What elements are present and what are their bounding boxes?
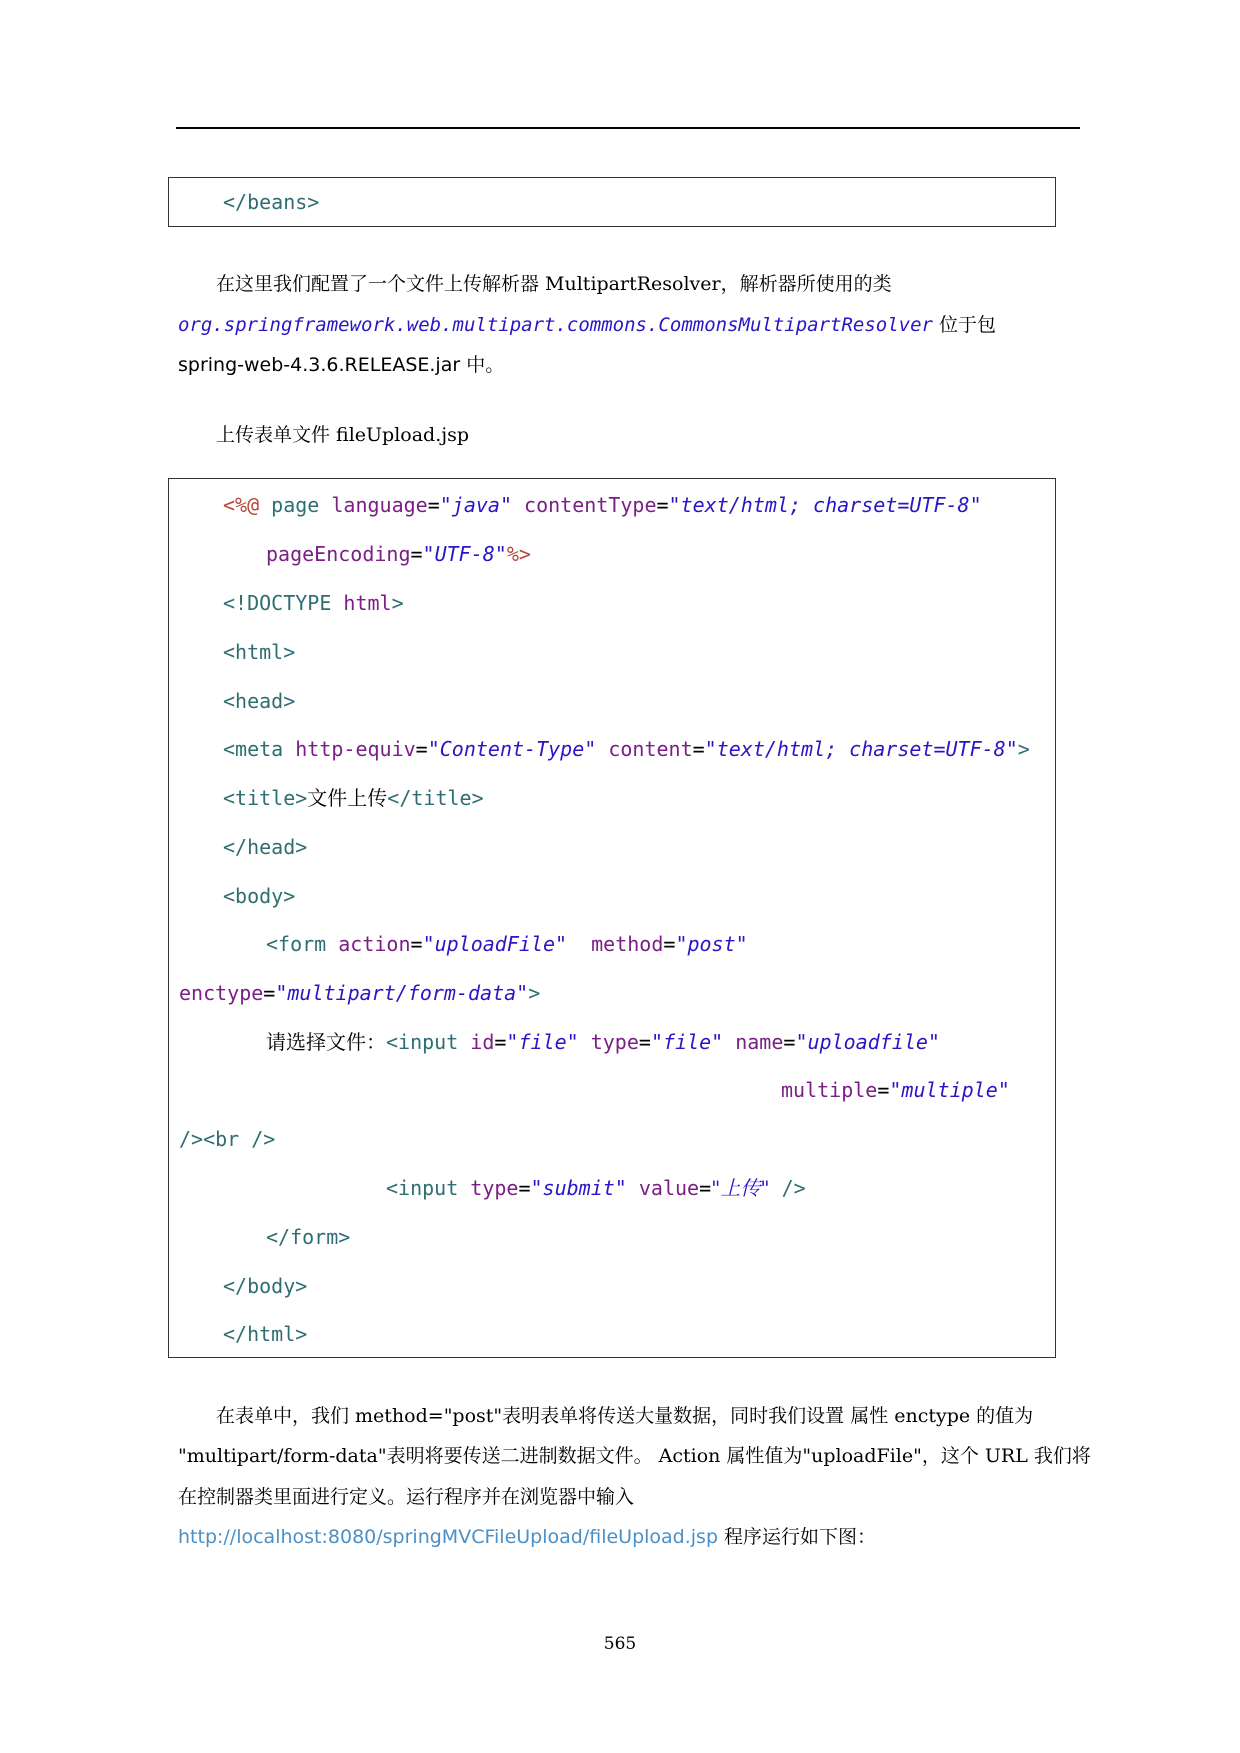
paragraph-text: spring-web-4.3.6.RELEASE.jar 中。 [178,354,505,376]
paragraph [178,1524,876,1550]
paragraph [178,352,504,378]
code-line: <meta http-equiv="Content-Type" content="text/html; charset=UTF-8"> [223,737,1030,761]
code-line: <!DOCTYPE html> [223,591,404,615]
url-link[interactable]: http://localhost:8080/springMVCFileUpload/fileUpload.jsp [178,1526,719,1548]
code-line: </html> [223,1322,308,1346]
code-line: pageEncoding="UTF-8"%> [266,542,531,566]
code-line: multiple="multiple" [781,1078,1010,1102]
code-line: </beans> [223,190,320,214]
code-line: <form action="uploadFile" method="post" [266,932,748,956]
paragraph-text: 上传表单文件 fileUpload.jsp [216,424,470,446]
paragraph [178,312,996,338]
paragraph [216,271,892,297]
paragraph-text: 在表单中，我们 method="post"表明表单将传送大量数据，同时我们设置 属性 enctype 的值为 [216,1405,1034,1427]
page-number: 565 [603,1634,637,1654]
paragraph-text: 程序运行如下图： [718,1526,877,1548]
paragraph-text: "multipart/form-data"表明将要传送二进制数据文件。 Action 属性值为"uploadFile"，这个 URL 我们将 [178,1445,1091,1467]
code-line: <%@ page language="java" contentType="text/html; charset=UTF-8" [223,493,982,517]
code-line: </form> [266,1225,351,1249]
header-rule [176,127,1080,129]
code-block-beans [168,177,1056,227]
paragraph [216,422,469,448]
code-line: 请选择文件：<input id="file" type="file" name="uploadfile" [266,1030,940,1054]
code-line: <head> [223,689,296,713]
paragraph-text: 在控制器类里面进行定义。运行程序并在浏览器中输入 [178,1486,635,1508]
code-line: <html> [223,640,296,664]
code-line: <body> [223,884,296,908]
paragraph [216,1403,1033,1429]
code-line: <input type="submit" value="上传" /> [386,1176,806,1200]
class-name: org.springframework.web.multipart.commons.CommonsMultipartResolver [178,314,933,336]
code-line: </body> [223,1274,308,1298]
code-line: </head> [223,835,308,859]
code-line: /><br /> [179,1127,276,1151]
paragraph [178,1443,1091,1469]
code-line: enctype="multipart/form-data"> [179,981,541,1005]
code-line: <title>文件上传</title> [223,786,484,810]
paragraph-text: 在这里我们配置了一个文件上传解析器 MultipartResolver，解析器所使用的类 [216,273,892,295]
paragraph-text: 位于包 [932,314,997,336]
code-block-jsp [168,478,1056,1358]
paragraph [178,1484,634,1510]
